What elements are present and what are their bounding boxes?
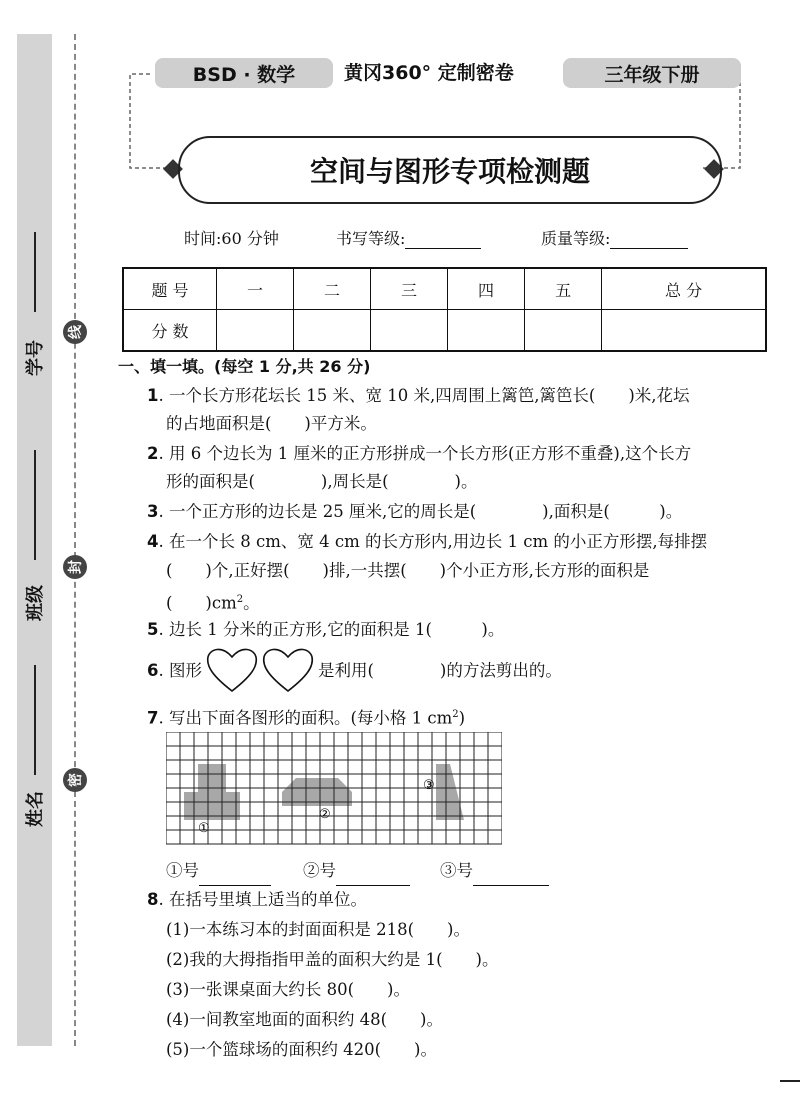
page-edge-mark <box>780 1080 800 1082</box>
table-cell: 二 <box>294 268 371 310</box>
cut-line <box>74 34 76 1046</box>
question-3 <box>147 497 682 527</box>
answer-blank[interactable] <box>336 867 410 886</box>
answer-blank[interactable] <box>473 867 549 886</box>
score-cell[interactable] <box>371 310 448 352</box>
score-table <box>122 267 767 352</box>
answer-1 <box>166 856 271 886</box>
question-text: . 在括号里填上适当的单位。 <box>158 890 367 909</box>
answer-2 <box>303 856 410 886</box>
table-cell: 三 <box>371 268 448 310</box>
page-title: 空间与图形专项检测题 <box>178 136 722 204</box>
table-cell: 五 <box>525 268 602 310</box>
seal-seal: 封 <box>63 555 87 579</box>
question-2-line-2: 形的面积是( ),周长是( )。 <box>166 472 478 491</box>
quality-grade-blank[interactable] <box>610 232 688 249</box>
time-limit: 时间:60 分钟 <box>184 229 279 248</box>
table-cell: 总 分 <box>602 268 766 310</box>
question-1-line-2: 的占地面积是( )平方米。 <box>166 414 377 433</box>
question-number: 7 <box>147 708 159 728</box>
answer-3 <box>440 856 549 886</box>
subject-pill: BSD · 数学 <box>155 58 333 88</box>
question-number: 3 <box>147 502 159 521</box>
question-number: 6 <box>147 661 159 680</box>
question-text: 。 <box>243 593 260 613</box>
question-8-item: (1)一本练习本的封面面积是 218( )。 <box>166 920 470 939</box>
area-grid <box>166 732 502 852</box>
name-label: 姓名 <box>25 791 46 827</box>
question-4-line-3 <box>166 585 260 619</box>
question-6-tail: 是利用( )的方法剪出的。 <box>318 661 562 680</box>
question-4-line-2: ( )个,正好摆( )排,一共摆( )个小正方形,长方形的面积是 <box>166 561 650 580</box>
question-4-line-1 <box>147 527 707 557</box>
score-cell[interactable] <box>294 310 371 352</box>
writing-grade-label: 书写等级: <box>336 229 406 248</box>
score-cell[interactable] <box>448 310 525 352</box>
question-text: . 在一个长 8 cm、宽 4 cm 的长方形内,用边长 1 cm 的小正方形摆,每排摆 <box>158 532 708 551</box>
question-text: . 一个正方形的边长是 25 厘米,它的周长是( ),面积是( )。 <box>158 502 683 521</box>
answer-label: ①号 <box>166 861 199 880</box>
student-id-rule <box>34 232 36 312</box>
writing-grade <box>336 226 481 249</box>
score-cell[interactable] <box>525 310 602 352</box>
question-8-item: (5)一个篮球场的面积约 420( )。 <box>166 1040 437 1059</box>
question-8 <box>147 885 367 915</box>
superscript: 2 <box>236 594 244 605</box>
question-8-item: (2)我的大拇指指甲盖的面积大约是 1( )。 <box>166 950 499 969</box>
question-number: 1 <box>147 386 159 405</box>
question-8-item: (4)一间教室地面的面积约 48( )。 <box>166 1010 443 1029</box>
superscript: 2 <box>452 709 459 720</box>
grade-pill: 三年级下册 <box>563 58 741 88</box>
class-label: 班级 <box>25 585 46 621</box>
question-number: 5 <box>147 620 159 639</box>
score-cell[interactable] <box>217 310 294 352</box>
question-text: . 一个长方形花坛长 15 米、宽 10 米,四周围上篱笆,篱笆长( )米,花坛 <box>158 386 690 405</box>
table-cell: 分 数 <box>123 310 217 352</box>
table-cell: 四 <box>448 268 525 310</box>
score-cell[interactable] <box>602 310 766 352</box>
student-id-label: 学号 <box>25 340 46 376</box>
question-text: . 用 6 个边长为 1 厘米的正方形拼成一个长方形(正方形不重叠),这个长方 <box>158 444 692 463</box>
writing-grade-blank[interactable] <box>405 232 481 249</box>
question-8-item: (3)一张课桌面大约长 80( )。 <box>166 980 410 999</box>
question-6-lead <box>147 656 202 686</box>
question-number: 2 <box>147 444 159 463</box>
answer-label: ③号 <box>440 861 473 880</box>
shape-1 <box>184 764 240 820</box>
shape-1-marker: ① <box>198 821 210 836</box>
answer-label: ②号 <box>303 861 336 880</box>
seal-line: 线 <box>63 320 87 344</box>
table-row <box>123 310 766 352</box>
question-text: ) <box>458 708 466 728</box>
question-1-line-1 <box>147 381 690 411</box>
series-name: 黄冈360° 定制密卷 <box>344 62 514 84</box>
quality-grade-label: 质量等级: <box>541 229 611 248</box>
question-2-line-1 <box>147 439 691 469</box>
question-number: 8 <box>147 890 159 909</box>
quality-grade <box>541 226 688 249</box>
table-cell: 题 号 <box>123 268 217 310</box>
question-5 <box>147 615 504 645</box>
question-text: . 写出下面各图形的面积。(每小格 1 cm <box>158 708 453 728</box>
name-rule <box>34 665 36 775</box>
table-cell: 一 <box>217 268 294 310</box>
question-number: 4 <box>147 532 159 551</box>
class-rule <box>34 450 36 560</box>
question-text: . 边长 1 分米的正方形,它的面积是 1( )。 <box>158 620 505 639</box>
section-heading: 一、填一填。(每空 1 分,共 26 分) <box>118 357 371 376</box>
seal-secret: 密 <box>63 768 87 792</box>
question-text: . 图形 <box>158 661 202 680</box>
question-7 <box>147 700 465 734</box>
shape-2-marker: ② <box>319 807 331 822</box>
shape-3-marker: ③ <box>423 778 435 793</box>
heart-pair-figure <box>204 645 318 695</box>
question-text: ( )cm <box>166 593 237 613</box>
table-row <box>123 268 766 310</box>
answer-blank[interactable] <box>199 867 271 886</box>
